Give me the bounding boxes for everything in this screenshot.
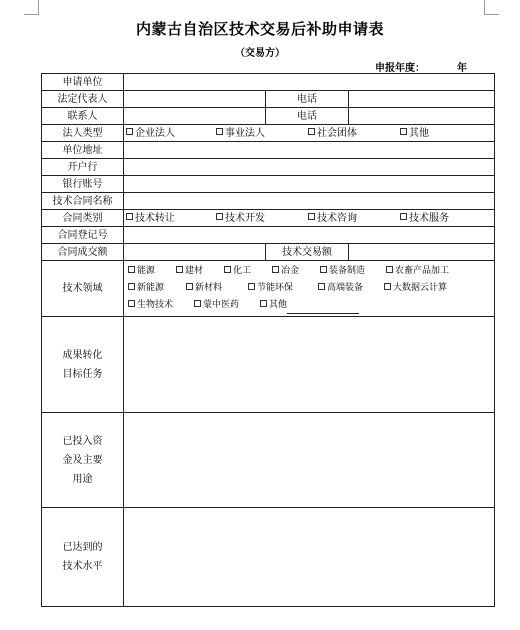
- tech-option-chemical[interactable]: [224, 263, 264, 280]
- year-suffix: 年: [457, 63, 467, 74]
- row-goal: [42, 317, 495, 413]
- contract-option-label: 技术开发: [225, 212, 265, 224]
- contract-amount-label: 合同成交额: [42, 244, 124, 261]
- row-contract-amount: [42, 244, 495, 261]
- checkbox-icon: [400, 213, 407, 220]
- tech-option-agri-processing[interactable]: [386, 263, 449, 280]
- tech-option-high-end-equipment[interactable]: [318, 280, 376, 297]
- applicant-label: 申请单位: [42, 74, 124, 91]
- contact-label: 联系人: [42, 108, 124, 125]
- checkbox-icon: [384, 283, 391, 290]
- tech-field-line: [128, 263, 490, 280]
- legal-rep-field[interactable]: [124, 91, 266, 108]
- contract-option-transfer[interactable]: [126, 211, 216, 226]
- entity-option-organization[interactable]: [308, 126, 400, 141]
- checkbox-icon: [128, 283, 135, 290]
- checkbox-icon: [128, 266, 135, 273]
- checkbox-icon: [176, 266, 183, 273]
- tech-option-label: 蒙中医药: [203, 300, 240, 310]
- checkbox-icon: [194, 300, 201, 307]
- crop-mark-left: [24, 0, 39, 15]
- declaration-year: [375, 59, 467, 74]
- tech-option-label: 建材: [185, 266, 204, 276]
- contract-amount-field[interactable]: [124, 244, 266, 261]
- level-label: 已达到的技术水平: [42, 508, 124, 607]
- application-table: [41, 73, 495, 607]
- bank-label: 开户行: [42, 159, 124, 176]
- tech-option-label: 能源: [137, 266, 156, 276]
- goal-label: 成果转化目标任务: [42, 317, 124, 413]
- entity-option-label: 其他: [409, 127, 429, 139]
- row-tech-field: [42, 261, 495, 317]
- form-subtitle: （交易方）: [235, 48, 285, 59]
- checkbox-icon: [318, 283, 325, 290]
- row-contact: [42, 108, 495, 125]
- tech-option-label: 高端装备: [327, 283, 364, 293]
- tech-option-label: 化工: [233, 266, 252, 276]
- tech-option-label: 其他: [269, 300, 288, 310]
- contact-field[interactable]: [124, 108, 266, 125]
- entity-option-label: 社会团体: [317, 127, 357, 139]
- checkbox-icon: [260, 300, 267, 307]
- tech-option-label: 冶金: [281, 266, 300, 276]
- address-label: 单位地址: [42, 142, 124, 159]
- checkbox-icon: [126, 128, 133, 135]
- contract-type-label: 合同类别: [42, 210, 124, 227]
- legal-rep-label: 法定代表人: [42, 91, 124, 108]
- entity-option-label: 事业法人: [225, 127, 265, 139]
- tech-field-options: [124, 261, 495, 317]
- trade-amount-field[interactable]: [349, 244, 495, 261]
- checkbox-icon: [186, 283, 193, 290]
- year-label: 申报年度：: [375, 63, 425, 74]
- contract-reg-field[interactable]: [124, 227, 495, 244]
- form-title: 内蒙古自治区技术交易后补助申请表: [135, 20, 384, 38]
- row-applicant: [42, 74, 495, 91]
- row-contract-name: [42, 193, 495, 210]
- tech-option-label: 生物技术: [137, 300, 174, 310]
- checkbox-icon: [320, 266, 327, 273]
- tech-option-metallurgy[interactable]: [272, 263, 312, 280]
- contract-option-service[interactable]: [400, 211, 449, 226]
- funds-label: 已投入资金及主要用途: [42, 413, 124, 508]
- row-funds: [42, 413, 495, 508]
- phone-label-2: 电话: [266, 108, 349, 125]
- contract-option-development[interactable]: [216, 211, 308, 226]
- entity-option-institution[interactable]: [216, 126, 308, 141]
- tech-option-new-energy[interactable]: [128, 280, 178, 297]
- checkbox-icon: [216, 213, 223, 220]
- contract-type-options: [124, 210, 495, 227]
- checkbox-icon: [128, 300, 135, 307]
- checkbox-icon: [216, 128, 223, 135]
- tech-option-building-materials[interactable]: [176, 263, 216, 280]
- tech-option-eco[interactable]: [248, 280, 310, 297]
- row-entity-type: [42, 125, 495, 142]
- contract-name-label: 技术合同名称: [42, 193, 124, 210]
- row-contract-type: [42, 210, 495, 227]
- tech-option-label: 农畜产品加工: [395, 266, 450, 276]
- tech-option-new-materials[interactable]: [186, 280, 240, 297]
- tech-option-other[interactable]: [260, 297, 359, 314]
- applicant-field[interactable]: [124, 74, 495, 91]
- tech-option-big-data[interactable]: [384, 280, 447, 297]
- tech-option-label: 节能环保: [257, 283, 294, 293]
- tech-option-equipment[interactable]: [320, 263, 378, 280]
- tech-option-label: 新能源: [137, 283, 165, 293]
- checkbox-icon: [126, 213, 133, 220]
- tech-option-label: 新材料: [195, 283, 223, 293]
- row-legal-rep: [42, 91, 495, 108]
- row-contract-reg: [42, 227, 495, 244]
- entity-type-label: 法人类型: [42, 125, 124, 142]
- funds-field[interactable]: [124, 413, 495, 508]
- account-label: 银行账号: [42, 176, 124, 193]
- row-address: [42, 142, 495, 159]
- crop-mark-right: [484, 0, 499, 15]
- checkbox-icon: [224, 266, 231, 273]
- row-bank: [42, 159, 495, 176]
- bank-field[interactable]: [124, 159, 495, 176]
- other-underline[interactable]: [287, 302, 359, 314]
- address-field[interactable]: [124, 142, 495, 159]
- contract-option-label: 技术服务: [409, 212, 449, 224]
- entity-option-other[interactable]: [400, 126, 429, 141]
- row-account: [42, 176, 495, 193]
- phone-field-2[interactable]: [349, 108, 495, 125]
- level-field[interactable]: [124, 508, 495, 607]
- entity-option-enterprise[interactable]: [126, 126, 216, 141]
- trade-amount-label: 技术交易额: [266, 244, 349, 261]
- account-field[interactable]: [124, 176, 495, 193]
- entity-option-label: 企业法人: [135, 127, 175, 139]
- phone-field-1[interactable]: [349, 91, 495, 108]
- checkbox-icon: [308, 213, 315, 220]
- tech-option-label: 大数据云计算: [393, 283, 448, 293]
- contract-option-label: 技术咨询: [317, 212, 357, 224]
- entity-type-options: [124, 125, 495, 142]
- contract-option-label: 技术转让: [135, 212, 175, 224]
- contract-option-consulting[interactable]: [308, 211, 400, 226]
- tech-option-biotech[interactable]: [128, 297, 186, 314]
- tech-field-line: [128, 280, 490, 297]
- row-level: [42, 508, 495, 607]
- contract-name-field[interactable]: [124, 193, 495, 210]
- phone-label-1: 电话: [266, 91, 349, 108]
- checkbox-icon: [272, 266, 279, 273]
- checkbox-icon: [248, 283, 255, 290]
- tech-option-energy[interactable]: [128, 263, 168, 280]
- tech-field-label: 技术领域: [42, 261, 124, 317]
- contract-reg-label: 合同登记号: [42, 227, 124, 244]
- checkbox-icon: [386, 266, 393, 273]
- checkbox-icon: [308, 128, 315, 135]
- goal-field[interactable]: [124, 317, 495, 413]
- tech-option-label: 装备制造: [329, 266, 366, 276]
- tech-option-mongolian-medicine[interactable]: [194, 297, 252, 314]
- checkbox-icon: [400, 128, 407, 135]
- tech-field-line: [128, 297, 490, 314]
